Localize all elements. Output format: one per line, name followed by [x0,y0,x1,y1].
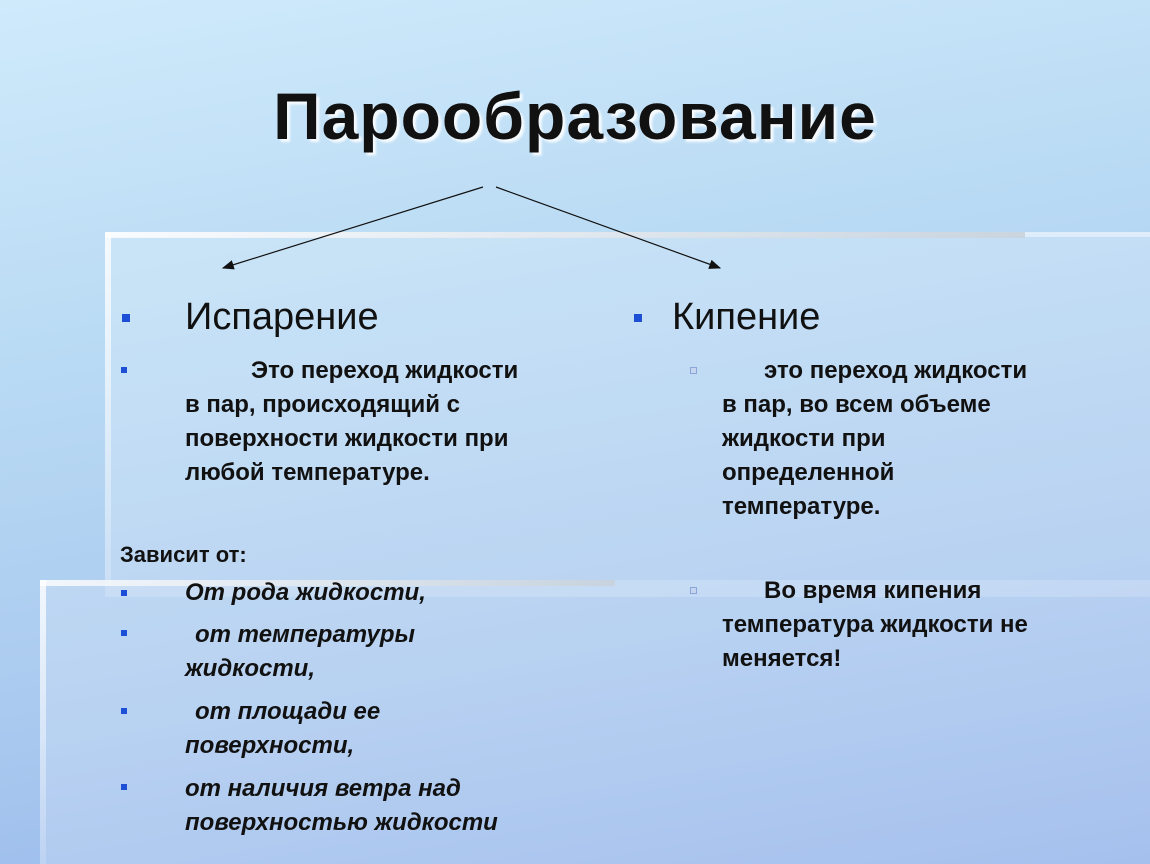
definition-line: любой температуре. [185,459,430,486]
factor-line: от температуры [195,621,416,648]
bullet-icon [121,367,127,373]
factor-item [185,576,426,610]
factor-item [185,772,498,840]
factor-line: поверхности, [185,732,355,759]
note-line: Во время кипения [764,577,982,604]
slide-title: Парообразование [273,79,877,153]
definition-line: жидкости при [722,425,886,452]
note-line: меняется! [722,645,842,672]
heading-evaporation: Испарение [185,296,379,338]
bullet-icon [634,314,642,322]
definition-line: в пар, во всем объеме [722,391,991,418]
definition-line: Это переход жидкости [251,357,519,384]
factor-item [185,695,380,763]
boiling-note [722,574,1132,676]
factor-line: от площади ее [195,698,381,725]
boiling-definition [722,354,1132,524]
bullet-icon [122,314,130,322]
factor-line: от наличия ветра над [185,775,461,802]
bullet-icon [121,708,127,714]
note-line: температура жидкости не [722,611,1028,638]
definition-line: поверхности жидкости при [185,425,509,452]
bullet-icon [690,587,697,594]
evaporation-definition [185,354,605,490]
definition-line: определенной [722,459,895,486]
bullet-icon [690,367,697,374]
definition-line: это переход жидкости [764,357,1028,384]
bullet-icon [121,630,127,636]
bullet-icon [121,590,127,596]
factor-line: жидкости, [185,655,316,682]
factor-item [185,618,415,686]
arrow-left [223,187,483,268]
bullet-icon [121,784,127,790]
definition-line: температуре. [722,493,881,520]
factor-line: От рода жидкости, [185,579,426,606]
factor-line: поверхностью жидкости [185,809,498,836]
definition-line: в пар, происходящий с [185,391,460,418]
depends-label: Зависит от: [120,542,247,567]
arrow-right [496,187,720,268]
heading-boiling: Кипение [672,296,821,338]
